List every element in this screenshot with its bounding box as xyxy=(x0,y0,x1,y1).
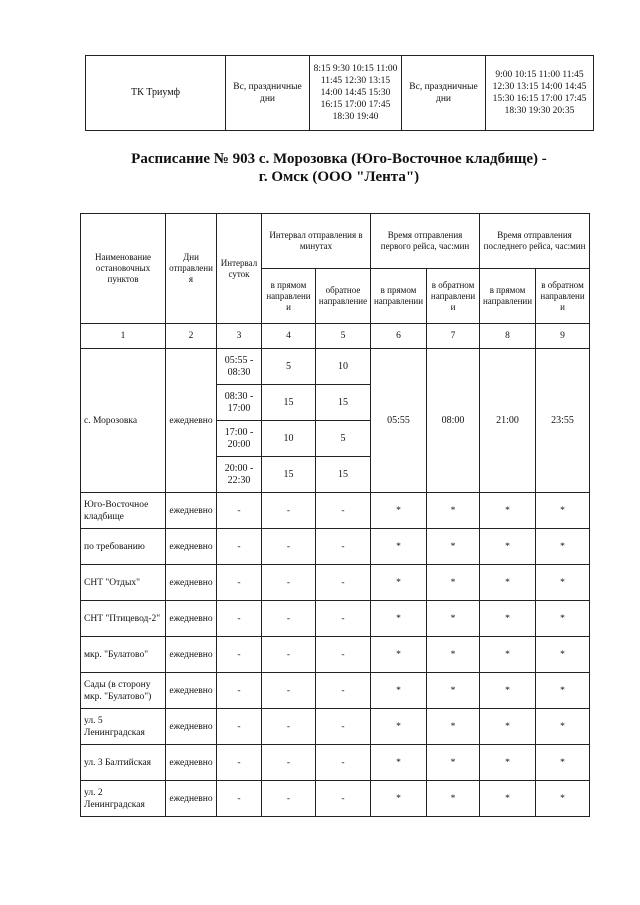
interval-forward: 15 xyxy=(262,457,316,493)
schedule-cell: * xyxy=(536,709,590,745)
header-days: Дни отправления xyxy=(166,214,217,324)
schedule-cell: * xyxy=(480,745,536,781)
interval-period: 20:00 - 22:30 xyxy=(217,457,262,493)
column-number: 2 xyxy=(166,324,217,349)
interval-forward: 10 xyxy=(262,421,316,457)
schedule-cell: * xyxy=(427,781,480,817)
schedule-cell: - xyxy=(217,781,262,817)
header-forward: в прямом направлении xyxy=(480,269,536,324)
schedule-cell: * xyxy=(371,637,427,673)
table-row xyxy=(81,781,590,817)
schedule-cell: * xyxy=(427,709,480,745)
column-number: 9 xyxy=(536,324,590,349)
days-cell: ежедневно xyxy=(166,493,217,529)
interval-period: 17:00 - 20:00 xyxy=(217,421,262,457)
column-number: 1 xyxy=(81,324,166,349)
schedule-cell: - xyxy=(316,745,371,781)
schedule-cell: - xyxy=(262,493,316,529)
column-number: 7 xyxy=(427,324,480,349)
schedule-cell: * xyxy=(536,565,590,601)
trip-time: 21:00 xyxy=(480,349,536,493)
stop-name: Юго-Восточное кладбище xyxy=(81,493,166,529)
schedule-cell: - xyxy=(262,673,316,709)
column-number-row xyxy=(81,324,590,349)
table-row xyxy=(81,637,590,673)
schedule-cell: * xyxy=(371,601,427,637)
schedule-cell: * xyxy=(427,637,480,673)
stop-name: Сады (в сторону мкр. "Булатово") xyxy=(81,673,166,709)
header-first-trip: Время отправления первого рейса, час:мин xyxy=(371,214,480,269)
header-interval: Интервал суток xyxy=(217,214,262,324)
stop-name: ул. 3 Балтийская xyxy=(81,745,166,781)
interval-forward: 15 xyxy=(262,385,316,421)
schedule-cell: - xyxy=(316,565,371,601)
trip-time: 23:55 xyxy=(536,349,590,493)
days-cell: ежедневно xyxy=(166,565,217,601)
schedule-cell: * xyxy=(371,493,427,529)
interval-period: 08:30 - 17:00 xyxy=(217,385,262,421)
days-label: Вс, праздничные дни xyxy=(226,56,310,131)
schedule-title-line: Расписание № 903 с. Морозовка (Юго-Восточное кладбище) - xyxy=(131,151,547,167)
schedule-cell: * xyxy=(371,745,427,781)
stop-name: с. Морозовка xyxy=(81,349,166,493)
schedule-cell: * xyxy=(480,493,536,529)
column-number: 6 xyxy=(371,324,427,349)
schedule-cell: - xyxy=(316,709,371,745)
header-interval-minutes: Интервал отправления в минутах xyxy=(262,214,371,269)
schedule-cell: - xyxy=(316,601,371,637)
stop-name: по требованию xyxy=(81,529,166,565)
table-row xyxy=(81,493,590,529)
days-cell: ежедневно xyxy=(166,709,217,745)
table-row xyxy=(81,745,590,781)
schedule-cell: - xyxy=(316,493,371,529)
column-number: 3 xyxy=(217,324,262,349)
stop-name: СНТ "Отдых" xyxy=(81,565,166,601)
schedule-cell: * xyxy=(427,529,480,565)
schedule-cell: * xyxy=(427,565,480,601)
schedule-cell: - xyxy=(316,637,371,673)
header-row xyxy=(81,214,590,269)
column-number: 4 xyxy=(262,324,316,349)
interval-backward: 15 xyxy=(316,457,371,493)
schedule-cell: * xyxy=(480,781,536,817)
header-forward: в прямом направлении xyxy=(371,269,427,324)
schedule-cell: - xyxy=(217,673,262,709)
table-row xyxy=(81,673,590,709)
schedule-title-line: г. Омск (ООО "Лента") xyxy=(258,169,420,185)
days-cell: ежедневно xyxy=(166,637,217,673)
schedule-cell: * xyxy=(371,529,427,565)
interval-backward: 10 xyxy=(316,349,371,385)
schedule-cell: - xyxy=(262,745,316,781)
schedule-cell: * xyxy=(427,493,480,529)
schedule-cell: * xyxy=(371,709,427,745)
schedule-cell: * xyxy=(371,781,427,817)
schedule-cell: * xyxy=(427,673,480,709)
stop-name: ул. 2 Ленинградская xyxy=(81,781,166,817)
table-row xyxy=(81,349,590,385)
stop-name: ТК Триумф xyxy=(86,56,226,131)
departure-times: 9:00 10:15 11:00 11:45 12:30 13:15 14:00 14:45 15:30 16:15 17:00 17:45 18:30 19:30 20:35 xyxy=(486,56,594,131)
days-cell: ежедневно xyxy=(166,745,217,781)
schedule-cell: * xyxy=(427,745,480,781)
header-last-trip: Время отправления последнего рейса, час:мин xyxy=(480,214,590,269)
schedule-cell: * xyxy=(480,601,536,637)
stop-name: ул. 5 Ленинградская xyxy=(81,709,166,745)
schedule-cell: * xyxy=(536,673,590,709)
days-cell: ежедневно xyxy=(166,529,217,565)
schedule-cell: * xyxy=(480,529,536,565)
schedule-cell: - xyxy=(316,673,371,709)
table-row xyxy=(81,565,590,601)
interval-period: 05:55 - 08:30 xyxy=(217,349,262,385)
schedule-cell: * xyxy=(536,601,590,637)
schedule-cell: - xyxy=(217,601,262,637)
schedule-cell: - xyxy=(262,601,316,637)
stop-name: СНТ "Птицевод-2" xyxy=(81,601,166,637)
schedule-cell: * xyxy=(536,637,590,673)
days-cell: ежедневно xyxy=(166,601,217,637)
departure-times: 8:15 9:30 10:15 11:00 11:45 12:30 13:15 14:00 14:45 15:30 16:15 17:00 17:45 18:30 19:40 xyxy=(310,56,402,131)
interval-backward: 15 xyxy=(316,385,371,421)
schedule-cell: * xyxy=(536,493,590,529)
header-stop-name: Наименование остановочных пунктов xyxy=(81,214,166,324)
column-number: 5 xyxy=(316,324,371,349)
table-row xyxy=(81,709,590,745)
header-backward: в обратном направлении xyxy=(427,269,480,324)
schedule-cell: - xyxy=(316,781,371,817)
column-number: 8 xyxy=(480,324,536,349)
stop-name: мкр. "Булатово" xyxy=(81,637,166,673)
schedule-cell: * xyxy=(480,673,536,709)
schedule-cell: * xyxy=(480,637,536,673)
schedule-table xyxy=(80,213,590,817)
schedule-cell: - xyxy=(262,709,316,745)
schedule-title xyxy=(85,150,593,186)
table-row xyxy=(81,601,590,637)
schedule-cell: * xyxy=(536,781,590,817)
interval-forward: 5 xyxy=(262,349,316,385)
interval-backward: 5 xyxy=(316,421,371,457)
schedule-cell: - xyxy=(217,493,262,529)
schedule-cell: - xyxy=(262,781,316,817)
header-backward: в обратном направлении xyxy=(536,269,590,324)
header-backward: обратное направление xyxy=(316,269,371,324)
trip-time: 05:55 xyxy=(371,349,427,493)
days-label: Вс, праздничные дни xyxy=(402,56,486,131)
schedule-cell: * xyxy=(480,709,536,745)
schedule-cell: - xyxy=(262,637,316,673)
schedule-cell: * xyxy=(427,601,480,637)
schedule-cell: * xyxy=(536,529,590,565)
schedule-cell: - xyxy=(217,709,262,745)
schedule-cell: - xyxy=(262,529,316,565)
table-row xyxy=(81,529,590,565)
schedule-cell: * xyxy=(371,565,427,601)
schedule-cell: * xyxy=(371,673,427,709)
schedule-cell: - xyxy=(316,529,371,565)
trip-time: 08:00 xyxy=(427,349,480,493)
schedule-cell: - xyxy=(262,565,316,601)
schedule-cell: * xyxy=(536,745,590,781)
days-cell: ежедневно xyxy=(166,673,217,709)
days-cell: ежедневно xyxy=(166,349,217,493)
schedule-cell: * xyxy=(480,565,536,601)
schedule-cell: - xyxy=(217,565,262,601)
schedule-cell: - xyxy=(217,745,262,781)
table-row xyxy=(86,56,594,131)
header-forward: в прямом направлении xyxy=(262,269,316,324)
days-cell: ежедневно xyxy=(166,781,217,817)
previous-schedule-table xyxy=(85,55,594,131)
schedule-cell: - xyxy=(217,529,262,565)
schedule-cell: - xyxy=(217,637,262,673)
